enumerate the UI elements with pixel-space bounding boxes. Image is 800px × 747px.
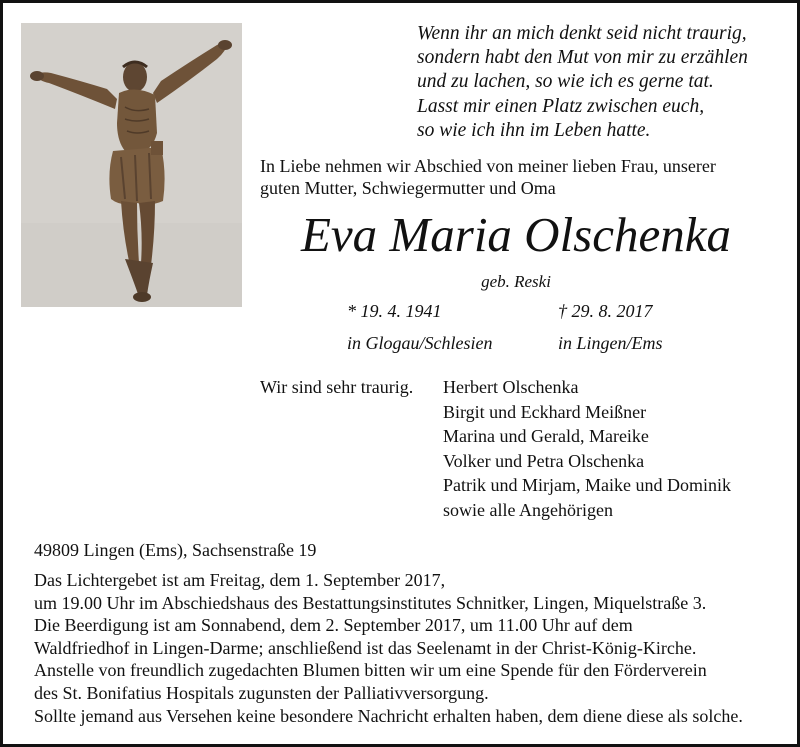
poem-line: und zu lachen, so wie ich es gerne tat. xyxy=(417,71,714,93)
poem-line: so wie ich ihn im Leben hatte. xyxy=(417,119,651,141)
mourner-name: Birgit und Eckhard Meißner xyxy=(443,401,647,422)
death-place: in Lingen/Ems xyxy=(558,333,663,353)
mourner-name: Herbert Olschenka xyxy=(443,377,579,397)
crucifix-photo xyxy=(21,23,242,307)
details-line: Das Lichtergebet ist am Freitag, dem 1. September 2017, xyxy=(34,570,446,590)
deceased-name: Eva Maria Olschenka xyxy=(301,207,731,262)
poem-line: Lasst mir einen Platz zwischen euch, xyxy=(417,95,705,117)
service-details xyxy=(34,569,743,727)
poem xyxy=(417,22,748,143)
details-line: um 19.00 Uhr im Abschiedshaus des Bestattungsinstitutes Schnitker, Lingen, Miquelstraße 3. xyxy=(34,592,707,613)
mourners-intro: Wir sind sehr traurig. xyxy=(260,377,414,397)
mourner-name: sowie alle Angehörigen xyxy=(443,499,613,520)
birth-date: * 19. 4. 1941 xyxy=(347,301,442,321)
details-line: Anstelle von freundlich zugedachten Blumen bitten wir um eine Spende für den Förderverein xyxy=(34,660,707,681)
mourner-name: Patrik und Mirjam, Maike und Dominik xyxy=(443,475,731,495)
death-info xyxy=(558,299,663,363)
birth-info xyxy=(347,299,492,363)
poem-line: sondern habt den Mut von mir zu erzählen xyxy=(417,47,748,69)
poem-line: Wenn ihr an mich denkt seid nicht traurig, xyxy=(417,23,747,44)
crucifix-icon xyxy=(21,23,242,307)
intro-line: In Liebe nehmen wir Abschied von meiner lieben Frau, unserer xyxy=(260,156,716,176)
intro-line: guten Mutter, Schwiegermutter und Oma xyxy=(260,178,556,198)
details-line: Waldfriedhof in Lingen-Darme; anschließend ist das Seelenamt in der Christ-König-Kirche. xyxy=(34,637,697,658)
family-address: 49809 Lingen (Ems), Sachsenstraße 19 xyxy=(34,540,317,560)
mourners-list xyxy=(443,375,731,522)
birth-name: geb. Reski xyxy=(481,272,551,291)
death-date: † 29. 8. 2017 xyxy=(558,301,653,321)
farewell-intro xyxy=(260,155,716,199)
details-line: Sollte jemand aus Versehen keine besondere Nachricht erhalten haben, dem diene diese als solche. xyxy=(34,705,743,726)
mourner-name: Volker und Petra Olschenka xyxy=(443,450,645,471)
details-line: Die Beerdigung ist am Sonnabend, dem 2. September 2017, um 11.00 Uhr auf dem xyxy=(34,615,633,636)
details-line: des St. Bonifatius Hospitals zugunsten der Palliativversorgung. xyxy=(34,682,489,703)
birth-place: in Glogau/Schlesien xyxy=(347,333,493,353)
mourner-name: Marina und Gerald, Mareike xyxy=(443,426,649,446)
